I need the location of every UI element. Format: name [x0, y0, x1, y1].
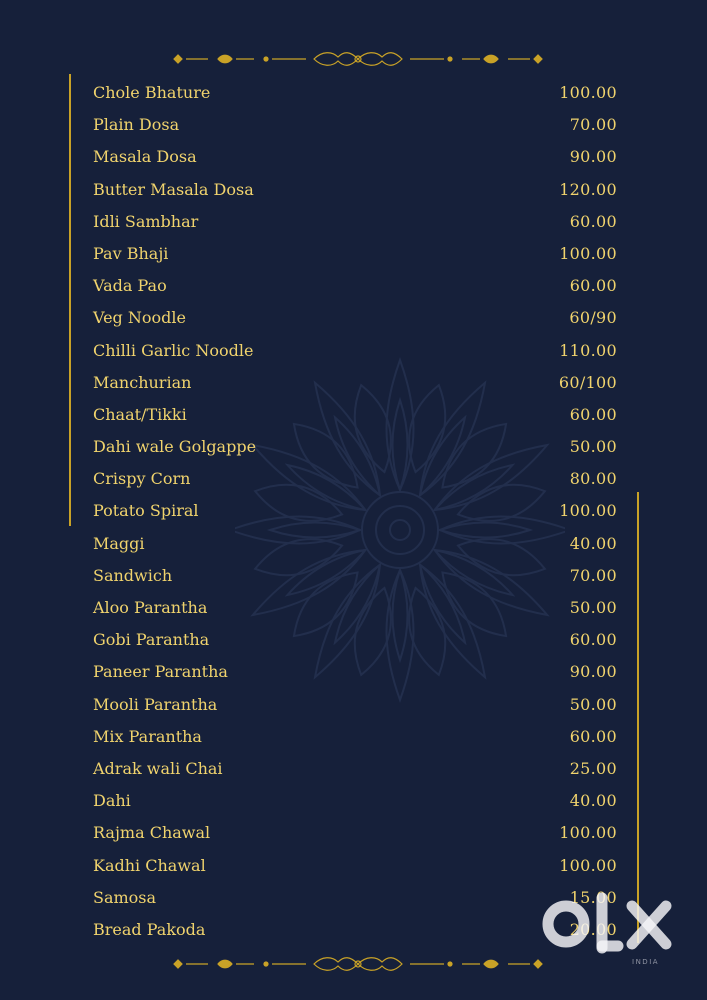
- item-price: 50.00: [569, 694, 617, 714]
- item-name: Idli Sambhar: [93, 211, 199, 231]
- item-price: 60/100: [558, 372, 617, 392]
- item-price: 100.00: [559, 83, 617, 102]
- item-price: 60.00: [569, 404, 617, 424]
- item-name: Chaat/Tikki: [93, 404, 187, 424]
- item-price: 90.00: [569, 662, 617, 682]
- menu-item: [93, 756, 617, 788]
- olx-logo-icon: [540, 888, 680, 960]
- menu-list: [93, 80, 617, 949]
- item-price: 110.00: [559, 340, 617, 360]
- item-name: Gobi Parantha: [93, 630, 210, 650]
- item-price: 70.00: [569, 565, 617, 585]
- item-price: 60/90: [569, 308, 617, 328]
- menu-item: [93, 853, 617, 885]
- item-name: Plain Dosa: [93, 115, 180, 135]
- menu-item: [93, 177, 617, 209]
- menu-item: [93, 498, 617, 530]
- menu-item: [93, 144, 617, 176]
- menu-item: [93, 692, 617, 724]
- item-name: Maggi: [93, 533, 145, 553]
- item-name: Aloo Parantha: [93, 598, 208, 617]
- item-name: Mix Parantha: [93, 726, 202, 746]
- item-name: Adrak wali Chai: [93, 758, 223, 778]
- menu-item: [93, 273, 617, 305]
- item-price: 100.00: [559, 243, 617, 263]
- item-price: 60.00: [569, 211, 617, 231]
- ornament-divider-icon: [172, 49, 544, 69]
- item-name: Masala Dosa: [93, 147, 197, 167]
- left-gold-rule: [69, 74, 71, 526]
- olx-sub-label: INDIA: [632, 958, 660, 966]
- item-price: 70.00: [569, 115, 617, 135]
- item-name: Vada Pao: [93, 276, 167, 296]
- ornament-divider-icon: [172, 954, 544, 974]
- menu-item: [93, 112, 617, 144]
- menu-item: [93, 917, 617, 949]
- menu-item: [93, 434, 617, 466]
- menu-item: [93, 402, 617, 434]
- item-price: 90.00: [569, 147, 617, 167]
- item-price: 100.00: [559, 823, 617, 843]
- item-name: Rajma Chawal: [93, 823, 211, 843]
- item-price: 60.00: [569, 726, 617, 746]
- item-name: Chole Bhature: [93, 83, 211, 102]
- menu-item: [93, 305, 617, 337]
- item-price: 20.00: [569, 919, 617, 939]
- item-name: Potato Spiral: [93, 501, 199, 521]
- item-name: Dahi: [93, 791, 131, 811]
- menu-item: [93, 466, 617, 498]
- item-name: Sandwich: [93, 565, 173, 585]
- menu-item: [93, 209, 617, 241]
- item-name: Paneer Parantha: [93, 662, 228, 682]
- menu-item: [93, 659, 617, 691]
- item-price: 50.00: [569, 437, 617, 457]
- item-name: Butter Masala Dosa: [93, 179, 254, 199]
- menu-item: [93, 724, 617, 756]
- item-name: Veg Noodle: [93, 308, 186, 328]
- item-price: 15.00: [569, 887, 617, 907]
- menu-item: [93, 80, 617, 112]
- item-price: 60.00: [569, 630, 617, 650]
- menu-item: [93, 241, 617, 273]
- item-price: 100.00: [559, 501, 617, 521]
- item-price: 60.00: [569, 276, 617, 296]
- menu-item: [93, 338, 617, 370]
- item-name: Pav Bhaji: [93, 243, 169, 263]
- olx-watermark: [540, 888, 680, 972]
- item-price: 100.00: [559, 855, 617, 875]
- menu-item: [93, 627, 617, 659]
- item-name: Chilli Garlic Noodle: [93, 340, 254, 360]
- item-price: 25.00: [569, 758, 617, 778]
- menu-item: [93, 370, 617, 402]
- menu-item: [93, 885, 617, 917]
- menu-item: [93, 595, 617, 627]
- item-name: Crispy Corn: [93, 469, 191, 489]
- item-price: 50.00: [569, 598, 617, 617]
- item-name: Bread Pakoda: [93, 919, 206, 939]
- item-price: 120.00: [559, 179, 617, 199]
- menu-item: [93, 531, 617, 563]
- item-name: Kadhi Chawal: [93, 855, 206, 875]
- item-price: 40.00: [569, 791, 617, 811]
- item-name: Dahi wale Golgappe: [93, 437, 257, 457]
- menu-item: [93, 563, 617, 595]
- item-price: 40.00: [569, 533, 617, 553]
- menu-item: [93, 820, 617, 852]
- item-name: Samosa: [93, 887, 157, 907]
- right-gold-rule: [637, 492, 639, 943]
- menu-item: [93, 788, 617, 820]
- item-name: Mooli Parantha: [93, 694, 218, 714]
- item-name: Manchurian: [93, 372, 192, 392]
- item-price: 80.00: [569, 469, 617, 489]
